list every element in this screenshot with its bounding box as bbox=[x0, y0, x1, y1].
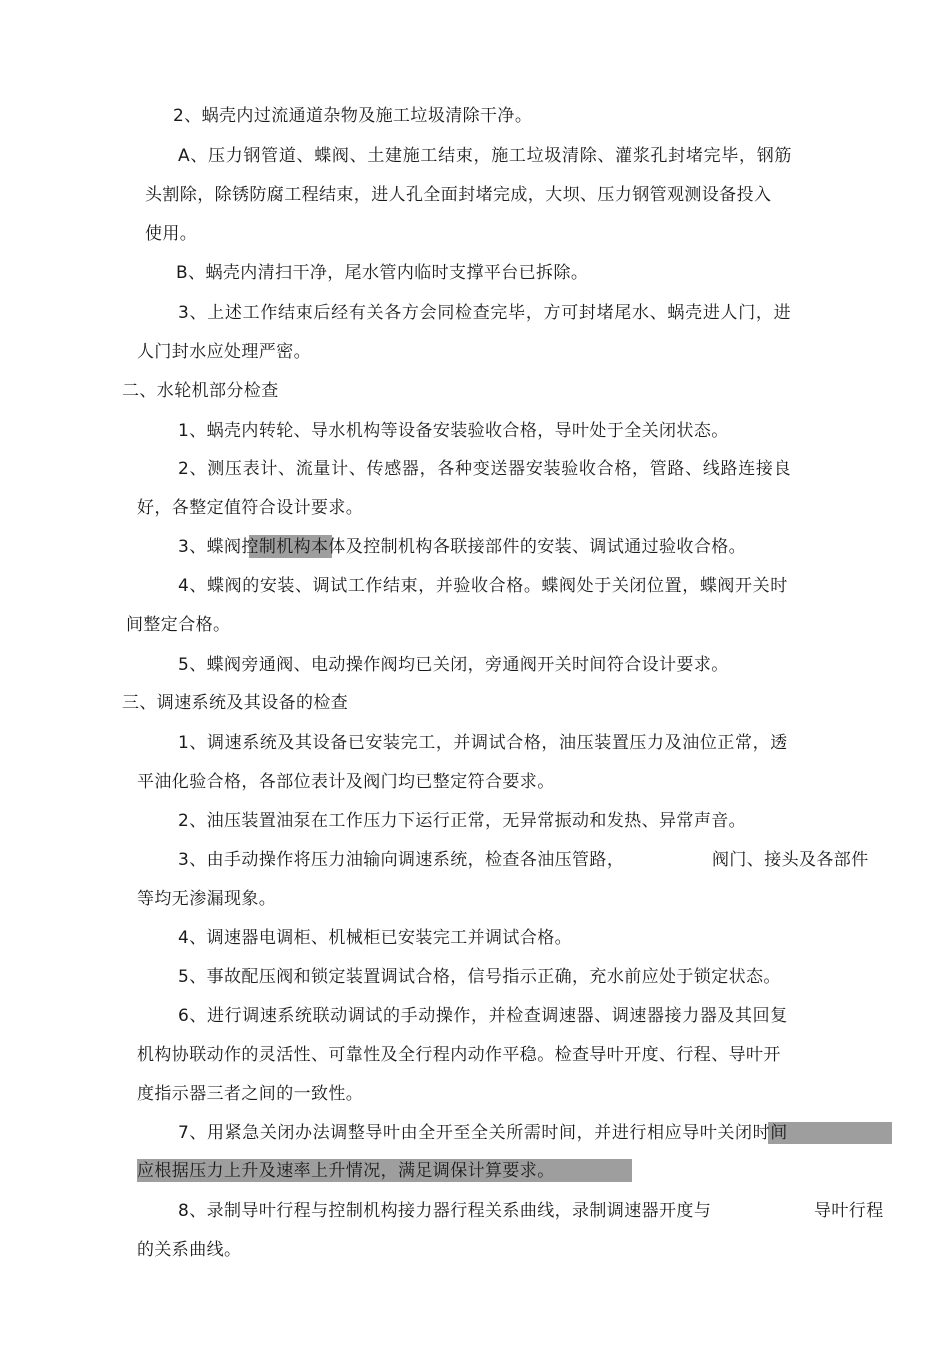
paragraph-line: B、蜗壳内清扫干净，尾水管内临时支撑平台已拆除。 bbox=[176, 263, 589, 283]
paragraph-line: 4、调速器电调柜、机械柜已安装完工并调试合格。 bbox=[178, 928, 573, 948]
paragraph-line: 1、调速系统及其设备已安装完工，并调试合格，油压装置压力及油位正常，透 bbox=[178, 733, 788, 753]
paragraph-line: 6、进行调速系统联动调试的手动操作，并检查调速器、调速器接力器及其回复 bbox=[178, 1006, 788, 1026]
paragraph-line: 阀门、接头及各部件 bbox=[712, 850, 869, 870]
paragraph-line: 等均无渗漏现象。 bbox=[137, 889, 277, 909]
paragraph-line: 机构协联动作的灵活性、可靠性及全行程内动作平稳。检查导叶开度、行程、导叶开 bbox=[137, 1045, 781, 1065]
paragraph-line: 间整定合格。 bbox=[126, 615, 231, 635]
paragraph-line: 3、蝶阀控制机构本体及控制机构各联接部件的安装、调试通过验收合格。 bbox=[178, 537, 747, 557]
paragraph-line: 好，各整定值符合设计要求。 bbox=[137, 498, 364, 518]
paragraph-line: 4、蝶阀的安装、调试工作结束，并验收合格。蝶阀处于关闭位置，蝶阀开关时 bbox=[178, 576, 788, 596]
paragraph-line: 2、测压表计、流量计、传感器，各种变送器安装验收合格，管路、线路连接良 bbox=[178, 459, 792, 479]
paragraph-line: 2、蜗壳内过流通道杂物及施工垃圾清除干净。 bbox=[173, 106, 533, 126]
paragraph-line: 人门封水应处理严密。 bbox=[137, 342, 311, 362]
paragraph-line: 3、上述工作结束后经有关各方会同检查完毕，方可封堵尾水、蜗壳进人门，进 bbox=[178, 303, 792, 323]
paragraph-line: A、压力钢管道、蝶阀、土建施工结束，施工垃圾清除、灌浆孔封堵完毕，钢筋 bbox=[178, 146, 793, 166]
paragraph-line: 2、油压装置油泵在工作压力下运行正常，无异常振动和发热、异常声音。 bbox=[178, 811, 747, 831]
paragraph-line: 1、蜗壳内转轮、导水机构等设备安装验收合格，导叶处于全关闭状态。 bbox=[178, 421, 729, 441]
section-heading: 三、调速系统及其设备的检查 bbox=[122, 693, 349, 713]
paragraph-line: 头割除，除锈防腐工程结束，进人孔全面封堵完成，大坝、压力钢管观测设备投入 bbox=[145, 185, 772, 205]
paragraph-line: 5、事故配压阀和锁定装置调试合格，信号指示正确，充水前应处于锁定状态。 bbox=[178, 967, 781, 987]
paragraph-line: 的关系曲线。 bbox=[137, 1240, 242, 1260]
paragraph-line: 3、由手动操作将压力油输向调速系统，检查各油压管路， bbox=[178, 850, 625, 870]
paragraph-line: 平油化验合格，各部位表计及阀门均已整定符合要求。 bbox=[137, 772, 555, 792]
section-heading: 二、水轮机部分检查 bbox=[122, 381, 279, 401]
paragraph-line: 使用。 bbox=[145, 224, 198, 244]
paragraph-line: 8、录制导叶行程与控制机构接力器行程关系曲线，录制调速器开度与 bbox=[178, 1201, 712, 1221]
paragraph-line: 导叶行程 bbox=[814, 1201, 884, 1221]
paragraph-line: 5、蝶阀旁通阀、电动操作阀均已关闭，旁通阀开关时间符合设计要求。 bbox=[178, 655, 729, 675]
paragraph-line: 度指示器三者之间的一致性。 bbox=[137, 1084, 364, 1104]
paragraph-line: 7、用紧急关闭办法调整导叶由全开至全关所需时间，并进行相应导叶关闭时间 bbox=[178, 1123, 788, 1143]
paragraph-line: 应根据压力上升及速率上升情况，满足调保计算要求。 bbox=[137, 1161, 555, 1181]
